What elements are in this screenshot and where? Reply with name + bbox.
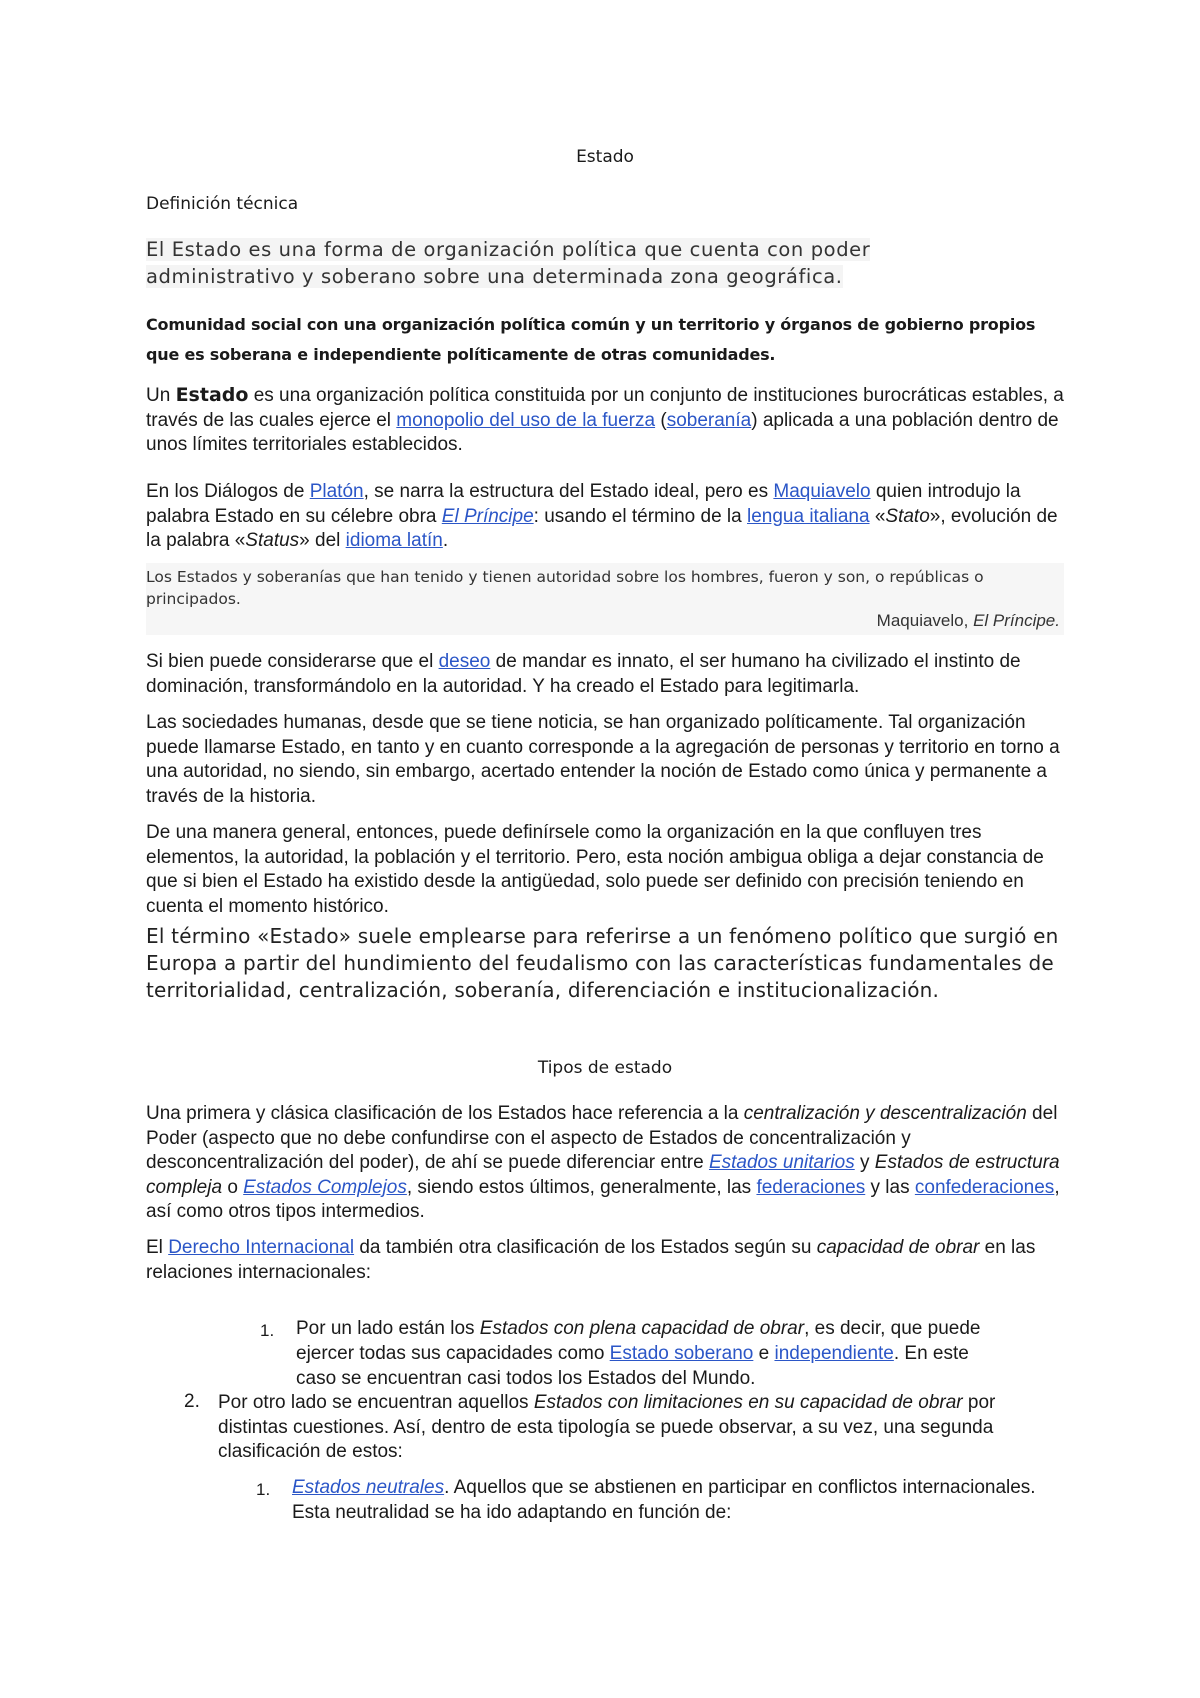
document-title: Estado	[576, 147, 634, 167]
lead-text: El Estado es una forma de organización política que cuenta con poder administrativo y soberano sobre una determinada zona geográfica.	[146, 238, 871, 288]
italic-capacidad-obrar: capacidad de obrar	[816, 1237, 980, 1258]
text-run: da también otra clasificación de los Estados según su	[354, 1237, 817, 1258]
link-maquiavelo[interactable]: Maquiavelo	[773, 481, 871, 502]
text-run: es una organización política constituida por un conjunto de instituciones burocráticas estables, a través de las cuales ejerce el	[146, 385, 1064, 431]
paragraph-derecho-internacional	[146, 1236, 1064, 1285]
text-run: , así como otros tipos intermedios.	[146, 1176, 1060, 1222]
paragraph-platon-maquiavelo	[146, 480, 1064, 554]
link-federaciones[interactable]: federaciones	[756, 1176, 866, 1198]
bold-term-estado: Estado	[175, 384, 249, 406]
paragraph-sociedades: Las sociedades humanas, desde que se tiene noticia, se han organizado políticamente. Tal organización puede llamarse Estado, en tanto y en cuanto corresponde a la agregación de personas y territorio en torno a una autoridad, no siendo, sin embargo, acertado entender la noción de Estado como única y permanente a través de la historia.	[146, 712, 1060, 807]
paragraph-termino-estado: El término «Estado» suele emplearse para referirse a un fenómeno político que surgió en Europa a partir del hundimiento del feudalismo con las características fundamentales de territorialidad, centralización, soberanía, diferenciación e institucionalización.	[146, 924, 1059, 1002]
italic-stato: Stato	[885, 505, 930, 527]
list-item-limitaciones	[218, 1391, 1058, 1465]
definition-subheading: Definición técnica	[146, 194, 299, 214]
link-derecho-internacional[interactable]: Derecho Internacional	[168, 1237, 355, 1258]
text-run: del Poder (aspecto que no debe confundirse con el aspecto de Estados de concentralización y desconcentralización del poder), de ahí se puede diferenciar entre	[146, 1103, 1058, 1173]
text-run: Un	[146, 385, 176, 406]
italic-estructura-compleja: Estados de estructura compleja	[146, 1152, 1060, 1198]
link-text: Estados neutrales	[292, 1477, 445, 1498]
link-independiente[interactable]: independiente	[774, 1343, 894, 1364]
text-run: por distintas cuestiones. Así, dentro de esta tipología se puede observar, a su vez, una segunda clasificación de estos:	[218, 1392, 996, 1462]
lead-definition	[146, 236, 938, 290]
text-run: quien introdujo la palabra Estado en su célebre obra	[146, 481, 1021, 527]
text-run: , es decir, que puede ejercer todas sus capacidades como	[296, 1318, 981, 1364]
quote-author: Maquiavelo,	[876, 611, 974, 630]
text-run: Por otro lado se encuentran aquellos	[218, 1392, 534, 1413]
text-run: Por un lado están los	[296, 1318, 480, 1339]
text-run: . Aquellos que se abstienen en participar en conflictos internacionales. Esta neutralidad se ha ido adaptando en función de:	[292, 1477, 1036, 1523]
link-estados-complejos[interactable]	[243, 1177, 407, 1198]
paragraph-elementos: De una manera general, entonces, puede definírsele como la organización en la que confluyen tres elementos, la autoridad, la población y el territorio. Pero, esta noción ambigua obliga a dejar constancia de que si bien el Estado ha existido desde la antigüedad, solo puede ser definido con precisión teniendo en cuenta el momento histórico.	[146, 822, 1044, 917]
text-run: En los Diálogos de	[146, 481, 310, 502]
list-number: 1.	[260, 1321, 275, 1340]
text-run: El	[146, 1237, 169, 1258]
list-item-estados-neutrales	[292, 1475, 1058, 1525]
paragraph-clasificacion	[146, 1102, 1064, 1225]
italic-plena-capacidad: Estados con plena capacidad de obrar	[479, 1318, 805, 1339]
link-estados-unitarios[interactable]	[709, 1152, 855, 1173]
text-run: y	[854, 1152, 875, 1173]
link-text: Estados unitarios	[708, 1152, 855, 1173]
text-run: (	[655, 409, 667, 431]
text-run: de mandar es innato, el ser humano ha civilizado el instinto de dominación, transformándolo en la autoridad. Y ha creado el Estado para legitimarla.	[146, 651, 1021, 697]
text-run: ) aplicada a una población dentro de unos límites territoriales establecidos.	[146, 409, 1059, 455]
quote-text: Los Estados y soberanías que han tenido y tienen autoridad sobre los hombres, fueron y son, o repúblicas o principados.	[146, 568, 984, 608]
text-run: » del	[299, 530, 346, 551]
link-text: El Príncipe	[441, 505, 534, 527]
quote-work: El Príncipe.	[973, 611, 1060, 630]
text-run: : usando el término de la	[533, 505, 747, 527]
text-run: , siendo estos últimos, generalmente, las	[406, 1176, 757, 1198]
paragraph-estado-definition	[146, 383, 1064, 458]
link-soberania[interactable]: soberanía	[666, 409, 752, 431]
text-run: », evolución de la palabra «	[146, 505, 1058, 551]
italic-centralizacion: centralización y descentralización	[743, 1103, 1027, 1124]
text-run: .	[442, 530, 449, 551]
link-idioma-latin[interactable]: idioma latín	[345, 530, 443, 551]
bold-definition-paragraph: Comunidad social con una organización política común y un territorio y órganos de gobierno propios que es soberana e independiente políticamente de otras comunidades.	[146, 315, 1036, 364]
link-estados-neutrales[interactable]	[292, 1477, 444, 1498]
text-run: , se narra la estructura del Estado ideal, pero es	[363, 481, 774, 502]
link-estado-soberano[interactable]: Estado soberano	[609, 1343, 754, 1364]
text-run: . En este caso se encuentran casi todos los Estados del Mundo.	[296, 1343, 969, 1389]
italic-status: Status	[245, 530, 300, 551]
text-run: o	[222, 1176, 244, 1198]
section-heading-tipos: Tipos de estado	[537, 1058, 673, 1078]
link-platon[interactable]: Platón	[309, 481, 364, 502]
text-run: en las relaciones internacionales:	[146, 1237, 1036, 1283]
paragraph-deseo	[146, 650, 1064, 699]
link-text: Estados Complejos	[243, 1176, 407, 1198]
text-run: «	[869, 505, 886, 527]
text-run: e	[753, 1343, 775, 1364]
link-confederaciones[interactable]: confederaciones	[914, 1176, 1055, 1198]
text-run: y las	[865, 1176, 915, 1198]
list-number: 2.	[184, 1391, 200, 1412]
quote-attribution	[877, 610, 1060, 632]
blockquote	[146, 563, 1064, 635]
link-monopolio-fuerza[interactable]: monopolio del uso de la fuerza	[396, 409, 656, 431]
list-number: 1.	[256, 1480, 271, 1499]
text-run: Una primera y clásica clasificación de los Estados hace referencia a la	[146, 1103, 744, 1124]
list-item-plena-capacidad	[296, 1316, 996, 1391]
italic-limitaciones: Estados con limitaciones en su capacidad de obrar	[533, 1392, 963, 1413]
link-lengua-italiana[interactable]: lengua italiana	[747, 505, 870, 527]
link-el-principe[interactable]	[442, 506, 534, 527]
text-run: Si bien puede considerarse que el	[146, 651, 439, 672]
link-deseo[interactable]: deseo	[438, 651, 491, 672]
